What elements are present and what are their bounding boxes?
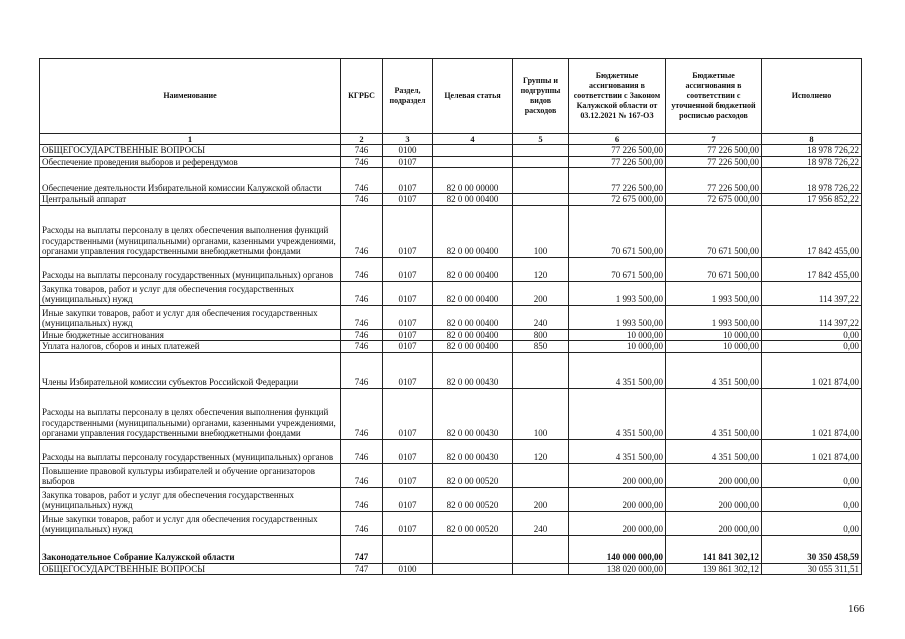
cell-law: 1 993 500,00: [569, 305, 666, 329]
cell-section: [383, 535, 433, 563]
cell-refined: 77 226 500,00: [666, 156, 762, 168]
cell-section: 0107: [383, 487, 433, 511]
cell-group: 200: [513, 487, 569, 511]
cell-target: [433, 563, 513, 575]
cell-section: 0107: [383, 341, 433, 353]
cell-executed: 114 397,22: [762, 281, 862, 305]
cell-group: [513, 168, 569, 194]
cell-refined: 10 000,00: [666, 329, 762, 341]
cell-group: 800: [513, 329, 569, 341]
cell-group: 120: [513, 439, 569, 463]
cell-kgrbs: 746: [341, 352, 383, 388]
cell-target: 82 0 00 00400: [433, 281, 513, 305]
cell-group: [513, 463, 569, 487]
cell-law: 10 000,00: [569, 329, 666, 341]
cell-section: 0107: [383, 329, 433, 341]
header-kgrbs: КГРБС: [341, 59, 383, 134]
cell-refined: 70 671 500,00: [666, 205, 762, 257]
header-executed: Исполнено: [762, 59, 862, 134]
cell-group: 100: [513, 388, 569, 439]
cell-refined: 1 993 500,00: [666, 281, 762, 305]
cell-refined: 200 000,00: [666, 463, 762, 487]
column-number: 1: [40, 134, 341, 145]
cell-law: 77 226 500,00: [569, 145, 666, 157]
cell-group: 200: [513, 281, 569, 305]
table-row: [40, 168, 862, 194]
cell-refined: 4 351 500,00: [666, 439, 762, 463]
cell-name: Уплата налогов, сборов и иных платежей: [40, 341, 341, 353]
cell-law: 4 351 500,00: [569, 388, 666, 439]
header-name: Наименование: [40, 59, 341, 134]
cell-kgrbs: 746: [341, 341, 383, 353]
cell-target: 82 0 00 00520: [433, 487, 513, 511]
cell-executed: 30 055 311,51: [762, 563, 862, 575]
cell-law: 4 351 500,00: [569, 352, 666, 388]
cell-group: 240: [513, 511, 569, 535]
cell-group: 100: [513, 205, 569, 257]
cell-executed: 114 397,22: [762, 305, 862, 329]
cell-law: 200 000,00: [569, 463, 666, 487]
cell-name: Повышение правовой культуры избирателей и обучение организаторов выборов: [40, 463, 341, 487]
cell-section: 0107: [383, 281, 433, 305]
cell-name: Иные бюджетные ассигнования: [40, 329, 341, 341]
cell-section: 0107: [383, 511, 433, 535]
header-row: [40, 59, 862, 134]
table-row: [40, 281, 862, 305]
cell-section: 0100: [383, 145, 433, 157]
cell-law: 140 000 000,00: [569, 535, 666, 563]
cell-kgrbs: 746: [341, 281, 383, 305]
table-row: [40, 145, 862, 157]
cell-kgrbs: 747: [341, 563, 383, 575]
cell-name: ОБЩЕГОСУДАРСТВЕННЫЕ ВОПРОСЫ: [40, 563, 341, 575]
table-row: [40, 388, 862, 439]
cell-executed: 0,00: [762, 511, 862, 535]
cell-name: Законодательное Собрание Калужской области: [40, 535, 341, 563]
table-row: [40, 463, 862, 487]
column-number: 3: [383, 134, 433, 145]
cell-target: [433, 156, 513, 168]
cell-law: 4 351 500,00: [569, 439, 666, 463]
cell-law: 1 993 500,00: [569, 281, 666, 305]
cell-name: Обеспечение деятельности Избирательной комиссии Калужской области: [40, 168, 341, 194]
cell-executed: 0,00: [762, 487, 862, 511]
cell-refined: 77 226 500,00: [666, 168, 762, 194]
cell-kgrbs: 746: [341, 257, 383, 281]
cell-target: [433, 145, 513, 157]
cell-section: 0107: [383, 352, 433, 388]
header-section: Раздел, подраздел: [383, 59, 433, 134]
cell-target: 82 0 00 00520: [433, 463, 513, 487]
cell-name: Центральный аппарат: [40, 194, 341, 206]
cell-target: 82 0 00 00430: [433, 439, 513, 463]
cell-group: [513, 352, 569, 388]
cell-executed: 17 842 455,00: [762, 205, 862, 257]
header-group: Группы и подгруппы видов расходов: [513, 59, 569, 134]
cell-name: Закупка товаров, работ и услуг для обеспечения государственных (муниципальных) нужд: [40, 281, 341, 305]
cell-refined: 200 000,00: [666, 487, 762, 511]
table-body: [40, 145, 862, 575]
cell-refined: 4 351 500,00: [666, 352, 762, 388]
cell-executed: 30 350 458,59: [762, 535, 862, 563]
cell-section: 0107: [383, 194, 433, 206]
cell-law: 70 671 500,00: [569, 257, 666, 281]
cell-kgrbs: 746: [341, 205, 383, 257]
cell-executed: 0,00: [762, 341, 862, 353]
cell-name: Расходы на выплаты персоналу государственных (муниципальных) органов: [40, 257, 341, 281]
cell-name: Расходы на выплаты персоналу в целях обеспечения выполнения функций государственными (муниципальными) органами, казенными учреждениями, органами управления государственными внебюджетными фондами: [40, 205, 341, 257]
cell-section: 0107: [383, 388, 433, 439]
cell-group: 240: [513, 305, 569, 329]
table-row: [40, 156, 862, 168]
cell-target: 82 0 00 00400: [433, 305, 513, 329]
table-row: [40, 194, 862, 206]
cell-name: Расходы на выплаты персоналу в целях обеспечения выполнения функций государственными (муниципальными) органами, казенными учреждениями, органами управления государственными внебюджетными фондами: [40, 388, 341, 439]
cell-target: [433, 535, 513, 563]
table-row: [40, 535, 862, 563]
cell-executed: 18 978 726,22: [762, 168, 862, 194]
cell-executed: 0,00: [762, 463, 862, 487]
cell-name: Иные закупки товаров, работ и услуг для обеспечения государственных (муниципальных) нужд: [40, 511, 341, 535]
cell-law: 138 020 000,00: [569, 563, 666, 575]
table-row: [40, 305, 862, 329]
cell-target: 82 0 00 00400: [433, 257, 513, 281]
cell-target: 82 0 00 00400: [433, 329, 513, 341]
cell-executed: 17 956 852,22: [762, 194, 862, 206]
cell-law: 77 226 500,00: [569, 168, 666, 194]
cell-executed: 1 021 874,00: [762, 439, 862, 463]
cell-name: ОБЩЕГОСУДАРСТВЕННЫЕ ВОПРОСЫ: [40, 145, 341, 157]
cell-kgrbs: 746: [341, 145, 383, 157]
cell-kgrbs: 747: [341, 535, 383, 563]
cell-name: Иные закупки товаров, работ и услуг для обеспечения государственных (муниципальных) нужд: [40, 305, 341, 329]
cell-kgrbs: 746: [341, 388, 383, 439]
cell-name: Члены Избирательной комиссии субъектов Российской Федерации: [40, 352, 341, 388]
table-row: [40, 563, 862, 575]
cell-section: 0107: [383, 463, 433, 487]
cell-section: 0107: [383, 205, 433, 257]
cell-law: 70 671 500,00: [569, 205, 666, 257]
column-number-row: [40, 134, 862, 145]
header-target: Целевая статья: [433, 59, 513, 134]
cell-kgrbs: 746: [341, 463, 383, 487]
cell-group: [513, 156, 569, 168]
cell-kgrbs: 746: [341, 487, 383, 511]
cell-executed: 1 021 874,00: [762, 388, 862, 439]
cell-executed: 18 978 726,22: [762, 156, 862, 168]
cell-refined: 4 351 500,00: [666, 388, 762, 439]
table-row: [40, 511, 862, 535]
cell-target: 82 0 00 00400: [433, 205, 513, 257]
cell-section: 0107: [383, 305, 433, 329]
table-row: [40, 329, 862, 341]
cell-refined: 77 226 500,00: [666, 145, 762, 157]
cell-executed: 18 978 726,22: [762, 145, 862, 157]
cell-law: 10 000,00: [569, 341, 666, 353]
column-number: 2: [341, 134, 383, 145]
cell-kgrbs: 746: [341, 439, 383, 463]
cell-group: [513, 194, 569, 206]
cell-group: [513, 563, 569, 575]
cell-kgrbs: 746: [341, 305, 383, 329]
column-number: 4: [433, 134, 513, 145]
table-row: [40, 341, 862, 353]
cell-kgrbs: 746: [341, 168, 383, 194]
cell-refined: 139 861 302,12: [666, 563, 762, 575]
column-number: 7: [666, 134, 762, 145]
table-row: [40, 439, 862, 463]
cell-section: 0107: [383, 439, 433, 463]
cell-target: 82 0 00 00520: [433, 511, 513, 535]
cell-section: 0107: [383, 168, 433, 194]
cell-group: [513, 535, 569, 563]
cell-name: Расходы на выплаты персоналу государственных (муниципальных) органов: [40, 439, 341, 463]
cell-target: 82 0 00 00400: [433, 194, 513, 206]
cell-target: 82 0 00 00430: [433, 388, 513, 439]
cell-refined: 10 000,00: [666, 341, 762, 353]
cell-law: 200 000,00: [569, 511, 666, 535]
cell-section: 0100: [383, 563, 433, 575]
cell-group: 850: [513, 341, 569, 353]
cell-target: 82 0 00 00400: [433, 341, 513, 353]
cell-kgrbs: 746: [341, 329, 383, 341]
cell-law: 200 000,00: [569, 487, 666, 511]
cell-name: Закупка товаров, работ и услуг для обеспечения государственных (муниципальных) нужд: [40, 487, 341, 511]
cell-executed: 17 842 455,00: [762, 257, 862, 281]
page-number: 166: [848, 603, 865, 615]
cell-refined: 70 671 500,00: [666, 257, 762, 281]
cell-kgrbs: 746: [341, 156, 383, 168]
table-row: [40, 352, 862, 388]
column-number: 6: [569, 134, 666, 145]
budget-execution-table: [39, 58, 862, 575]
cell-refined: 200 000,00: [666, 511, 762, 535]
table-row: [40, 487, 862, 511]
cell-kgrbs: 746: [341, 194, 383, 206]
cell-law: 77 226 500,00: [569, 156, 666, 168]
cell-refined: 1 993 500,00: [666, 305, 762, 329]
column-number: 8: [762, 134, 862, 145]
cell-refined: 72 675 000,00: [666, 194, 762, 206]
cell-section: 0107: [383, 257, 433, 281]
cell-executed: 1 021 874,00: [762, 352, 862, 388]
table-row: [40, 257, 862, 281]
cell-law: 72 675 000,00: [569, 194, 666, 206]
cell-group: [513, 145, 569, 157]
cell-kgrbs: 746: [341, 511, 383, 535]
header-refined: Бюджетные ассигнования в соответствии с уточненной бюджетной росписью расходов: [666, 59, 762, 134]
cell-refined: 141 841 302,12: [666, 535, 762, 563]
cell-target: 82 0 00 00000: [433, 168, 513, 194]
cell-executed: 0,00: [762, 329, 862, 341]
cell-section: 0107: [383, 156, 433, 168]
cell-name: Обеспечение проведения выборов и референдумов: [40, 156, 341, 168]
column-number: 5: [513, 134, 569, 145]
table-row: [40, 205, 862, 257]
cell-target: 82 0 00 00430: [433, 352, 513, 388]
header-law: Бюджетные ассигнования в соответствии с Законом Калужской области от 03.12.2021 № 167-ОЗ: [569, 59, 666, 134]
cell-group: 120: [513, 257, 569, 281]
